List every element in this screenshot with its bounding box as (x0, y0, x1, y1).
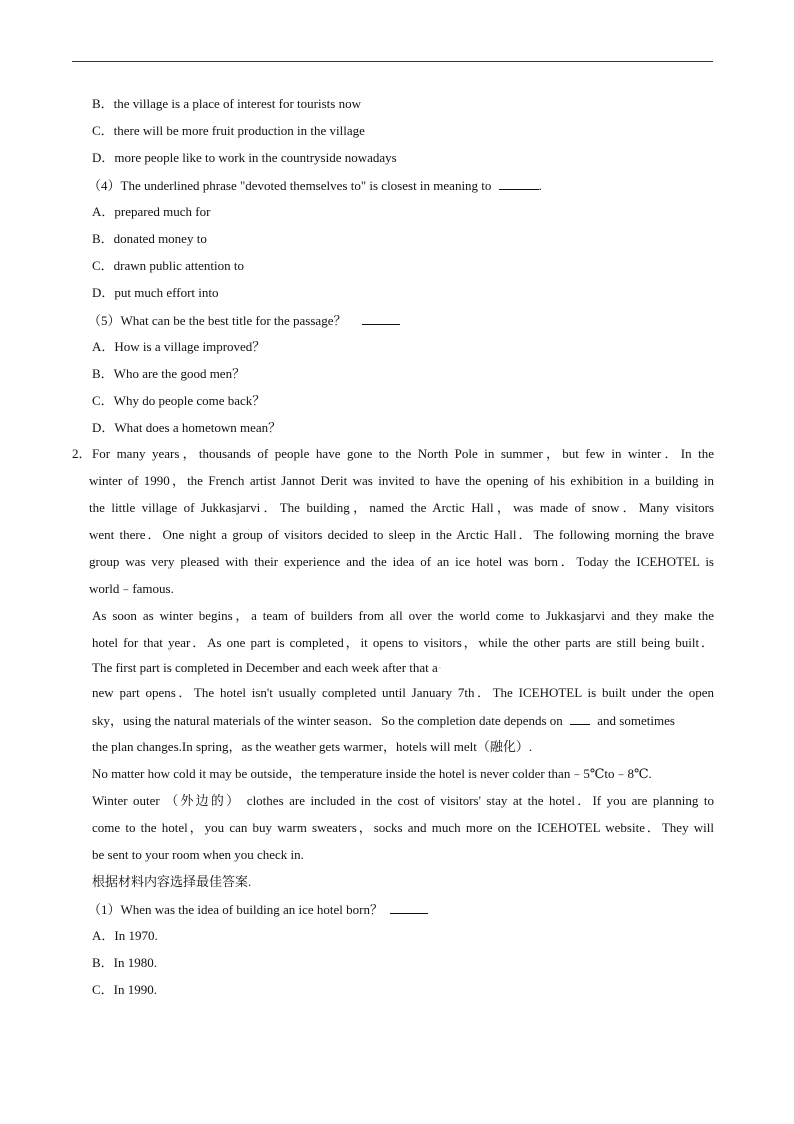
hidden-text-marker: · (437, 660, 443, 675)
passage-text: The first part is completed in December and each week after that a (92, 660, 438, 675)
answer-blank (499, 177, 539, 190)
passage-line: come to the hotel，you can buy warm sweaters，socks and much more on the ICEHOTEL website．They will (92, 820, 714, 835)
passage-line: No matter how cold it may be outside，the temperature inside the hotel is never colder than﹣5℃to﹣8℃. (92, 766, 652, 781)
passage-line: the little village of Jukkasjarvi．The building，named the Arctic Hall，was made of snow．Many visitors (89, 500, 714, 515)
passage-line: world﹣famous. (89, 581, 174, 596)
instruction: 根据材料内容选择最佳答案. (92, 874, 252, 889)
option-c: C．there will be more fruit production in the village (92, 123, 365, 138)
question-4-text: （4）The underlined phrase "devoted themselves to" is closest in meaning to (88, 178, 492, 193)
answer-blank (362, 312, 400, 325)
question-5-stem (88, 312, 400, 329)
passage-line: hotel for that year．As one part is completed，it opens to visitors，while the other parts are still being built． (92, 635, 714, 650)
header-rule (72, 61, 713, 62)
passage-line: winter of 1990，the French artist Jannot Derit was invited to have the opening of his exhibition in a building in (89, 473, 714, 488)
passage-line-with-blank (92, 712, 675, 729)
sub-question-1-text: （1）When was the idea of building an ice hotel born？ (88, 902, 383, 917)
passage-line: be sent to your room when you check in. (92, 847, 304, 862)
passage-line: As soon as winter begins，a team of builders from all over the world come to Jukkasjarvi and they make the (92, 608, 714, 623)
sub1-option-b: B．In 1980. (92, 955, 158, 970)
passage-line: went there．One night a group of visitors decided to sleep in the Arctic Hall．The following morning the brave (89, 527, 714, 542)
q4-option-c: C．drawn public attention to (92, 258, 245, 273)
q5-option-a: A．How is a village improved？ (92, 339, 266, 354)
passage-line: the plan changes.In spring，as the weather gets warmer，hotels will melt（融化）. (92, 739, 533, 754)
passage-line: new part opens．The hotel isn't usually completed until January 7th．The ICEHOTEL is built under the open (92, 685, 714, 700)
answer-blank (570, 712, 590, 725)
answer-blank (390, 901, 428, 914)
q5-option-c: C．Why do people come back？ (92, 393, 266, 408)
q5-option-b: B．Who are the good men？ (92, 366, 246, 381)
question-4-stem (88, 177, 542, 194)
passage-text: and sometimes (597, 713, 675, 728)
question-number: 2． (72, 446, 92, 461)
passage-line: group was very pleased with their experience and the idea of an ice hotel was born．Today the ICEHOTEL is (89, 554, 714, 569)
option-b: B．the village is a place of interest for tourists now (92, 96, 361, 111)
q5-option-d: D．What does a hometown mean？ (92, 420, 282, 435)
passage-line (92, 660, 442, 676)
passage-line: For many years，thousands of people have gone to the North Pole in summer，but few in winter．In the (92, 446, 714, 461)
sub1-option-c: C．In 1990. (92, 982, 158, 997)
q4-option-a: A．prepared much for (92, 204, 211, 219)
sub-question-1-stem (88, 901, 428, 918)
question-4-end: . (538, 178, 542, 193)
sub1-option-a: A．In 1970. (92, 928, 158, 943)
option-d: D．more people like to work in the countryside nowadays (92, 150, 397, 165)
passage-line: Winter outer （外边的） clothes are included in the cost of visitors' stay at the hotel．If you are planning to (92, 793, 714, 808)
q4-option-d: D．put much effort into (92, 285, 219, 300)
q4-option-b: B．donated money to (92, 231, 207, 246)
passage-text: sky，using the natural materials of the winter season．So the completion date depends on (92, 713, 563, 728)
question-5-text: （5）What can be the best title for the passage？ (88, 313, 347, 328)
